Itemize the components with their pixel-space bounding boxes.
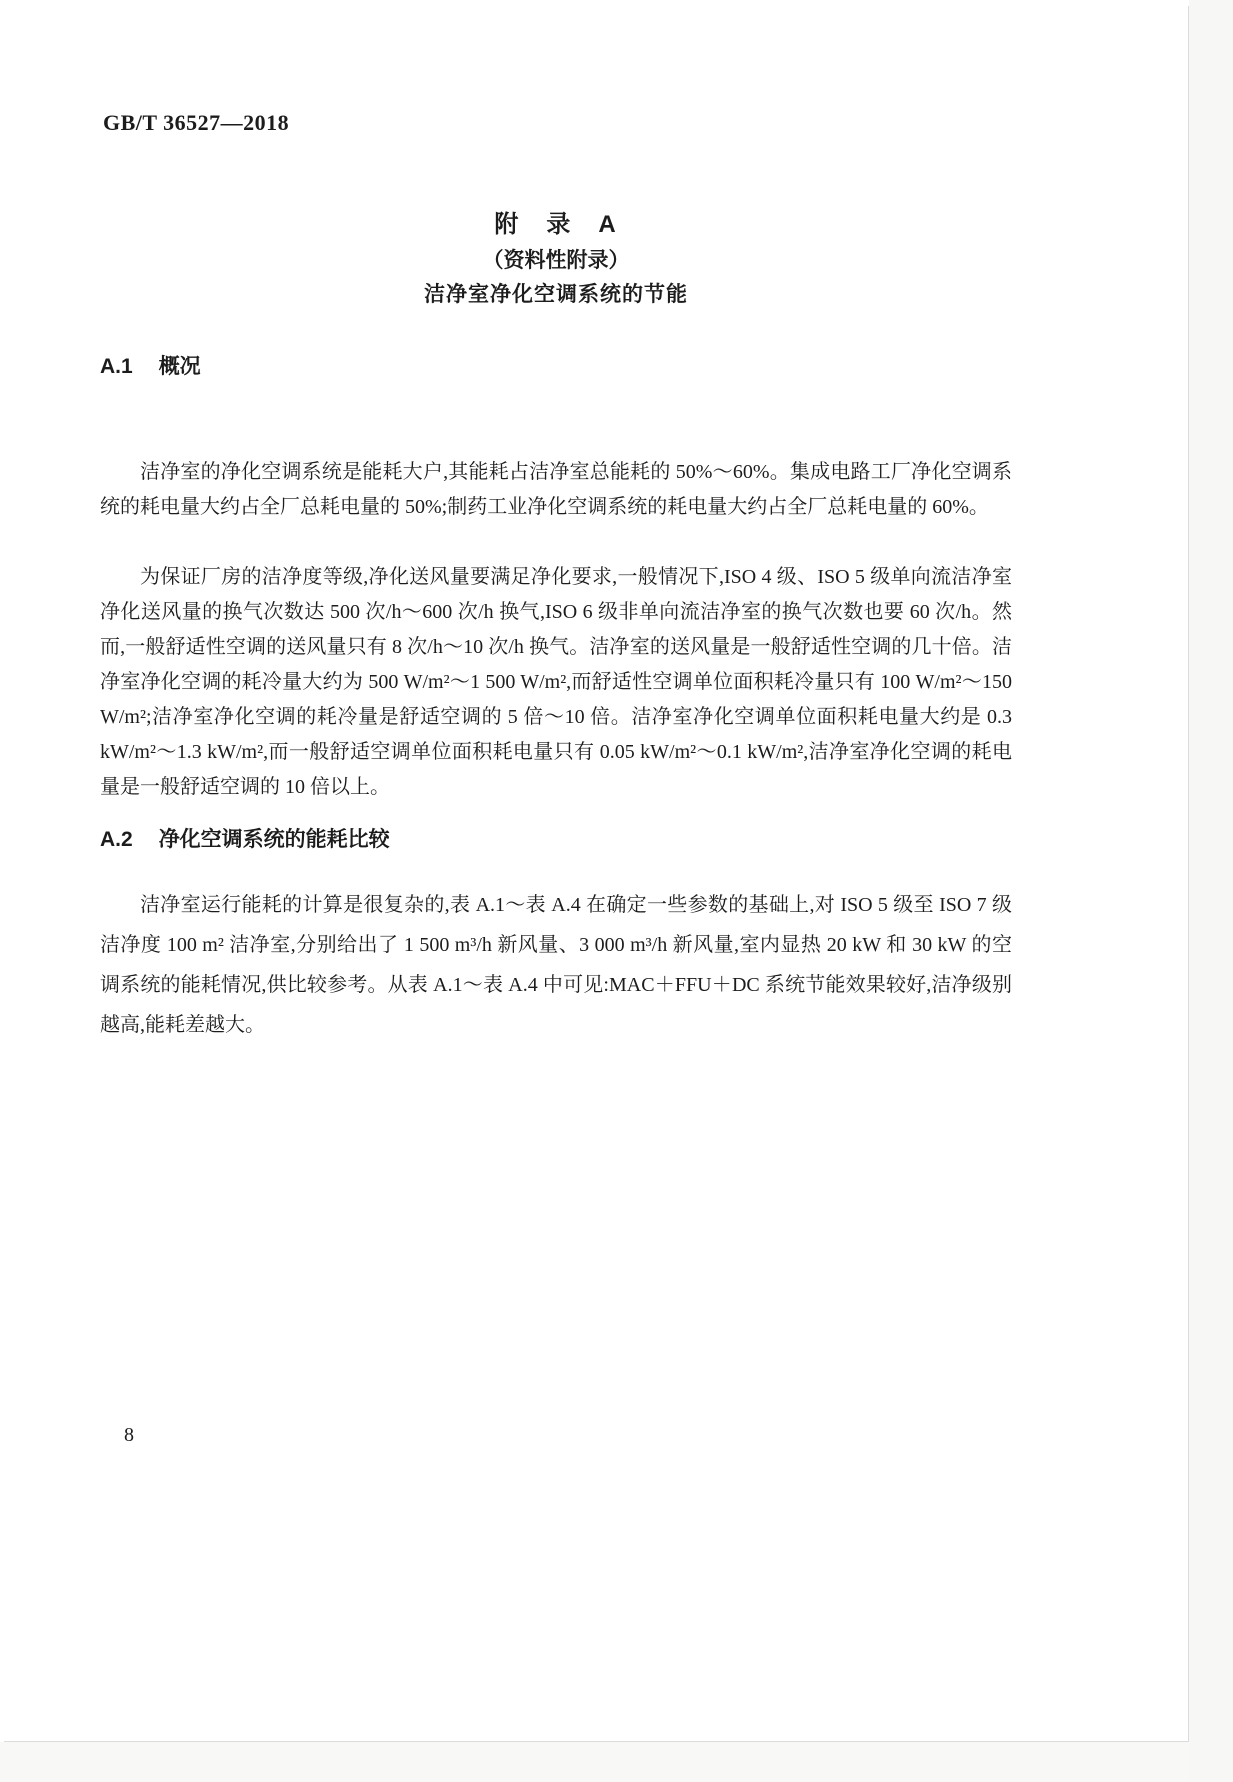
paragraph: 洁净室运行能耗的计算是很复杂的,表 A.1～表 A.4 在确定一些参数的基础上,对 ISO 5 级至 ISO 7 级洁净度 100 m² 洁净室,分别给出了 1 500 m³/h 新风量、3 000 m³/h 新风量,室内显热 20 kW 和 30 kW 的空调系统的能耗情况,供比较参考。从表 A.1～表 A.4 中可见:MAC＋FFU＋DC 系统节能效果较好,洁净级别越高,能耗差越大。 [100, 894, 1012, 1036]
section-number: A.1 [100, 355, 133, 378]
paragraph: 洁净室的净化空调系统是能耗大户,其能耗占洁净室总能耗的 50%～60%。集成电路工厂净化空调系统的耗电量大约占全厂总耗电量的 50%;制药工业净化空调系统的耗电量大约占全厂总耗电量的 60%。 [100, 461, 1012, 518]
section-title: 概况 [158, 355, 201, 378]
standard-number: GB/T 36527—2018 [103, 110, 290, 135]
scan-margin-right [1189, 0, 1233, 1782]
scan-edge-bottom [4, 1741, 1189, 1742]
appendix-label: 附 录 A [494, 211, 618, 238]
page-number: 8 [124, 1424, 134, 1446]
scan-margin-bottom [0, 1742, 1189, 1782]
section-title: 净化空调系统的能耗比较 [158, 828, 390, 851]
appendix-type-note: （资料性附录） [482, 249, 630, 272]
section-heading-a2 [100, 827, 390, 853]
section-heading-a1 [100, 354, 201, 380]
appendix-title: 洁净室净化空调系统的节能 [424, 283, 688, 306]
section-number: A.2 [100, 828, 133, 851]
paragraph: 为保证厂房的洁净度等级,净化送风量要满足净化要求,一般情况下,ISO 4 级、ISO 5 级单向流洁净室净化送风量的换气次数达 500 次/h～600 次/h 换气,ISO 6 级非单向流洁净室的换气次数也要 60 次/h。然而,一般舒适性空调的送风量只有 8 次/h～10 次/h 换气。洁净室的送风量是一般舒适性空调的几十倍。洁净室净化空调的耗冷量大约为 500 W/m²～1 500 W/m²,而舒适性空调单位面积耗冷量只有 100 W/m²～150 W/m²;洁净室净化空调的耗冷量是舒适空调的 5 倍～10 倍。洁净室净化空调单位面积耗电量大约是 0.3 kW/m²～1.3 kW/m²,而一般舒适空调单位面积耗电量只有 0.05 kW/m²～0.1 kW/m²,洁净室净化空调的耗电量是一般舒适空调的 10 倍以上。 [100, 566, 1012, 798]
scan-edge-right [1188, 6, 1189, 1742]
appendix-title-block [100, 206, 1012, 312]
